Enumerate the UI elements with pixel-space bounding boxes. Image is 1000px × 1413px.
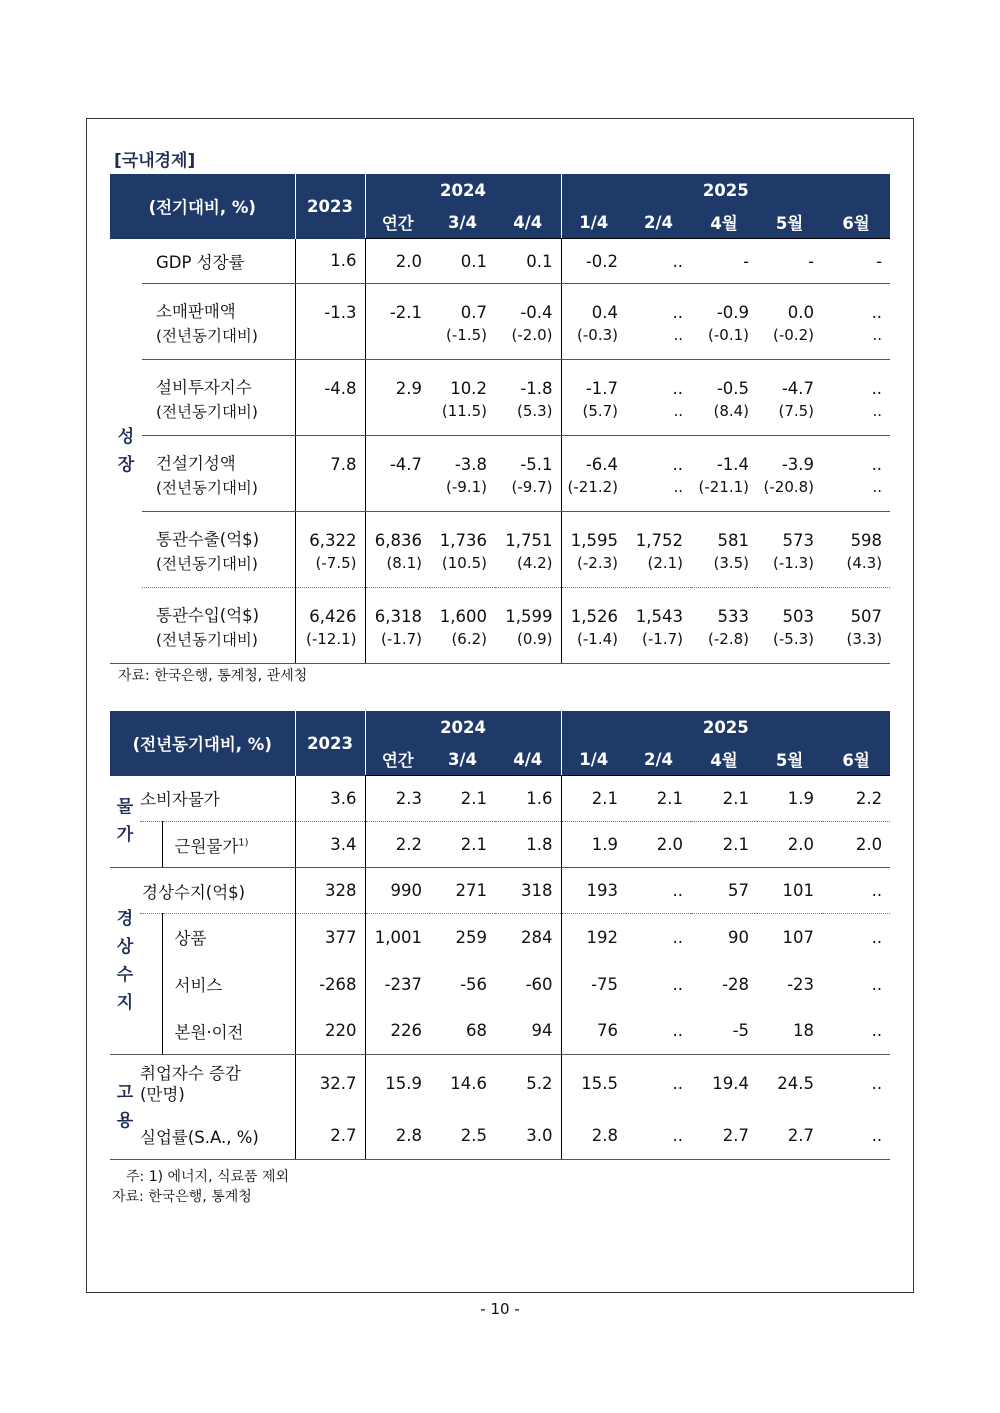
value-cell: -0.9 — [716, 302, 750, 322]
value-cell: (6.2) — [430, 626, 495, 664]
col-header: 1/4 — [561, 206, 626, 239]
col-header: 4월 — [691, 206, 757, 239]
col-header: 4월 — [691, 743, 757, 776]
value-cell: -1.4 — [716, 454, 750, 474]
table1-year-2024: 2024 — [365, 174, 561, 206]
value-cell: (-1.7) — [626, 626, 691, 664]
value-cell: (-9.1) — [430, 474, 495, 512]
value-cell: -0.2 — [561, 239, 626, 284]
table2-year-2024: 2024 — [365, 711, 561, 743]
value-cell: -28 — [722, 974, 750, 994]
value-cell: 14.6 — [450, 1074, 488, 1094]
table2-year-2025: 2025 — [561, 711, 890, 743]
value-cell: (-2.3) — [561, 550, 626, 588]
value-cell: 2.1 — [430, 776, 495, 822]
value-cell: (-0.1) — [691, 322, 757, 360]
value-cell: 107 — [782, 927, 815, 947]
value-cell: 581 — [717, 530, 750, 550]
col-header: 4/4 — [495, 743, 561, 776]
value-cell: 377 — [295, 914, 365, 961]
value-cell: 24.5 — [777, 1074, 815, 1094]
col-header: 3/4 — [430, 743, 495, 776]
value-cell: -1.7 — [561, 360, 626, 398]
value-cell — [295, 398, 365, 436]
value-cell: -0.5 — [716, 378, 750, 398]
value-cell: 2.0 — [822, 822, 890, 868]
value-cell: 1,600 — [439, 606, 488, 626]
table1-source: 자료: 한국은행, 통계청, 관세청 — [118, 668, 308, 684]
value-cell: (-12.1) — [295, 626, 365, 664]
value-cell: (-21.2) — [561, 474, 626, 512]
value-cell: 32.7 — [295, 1055, 365, 1113]
value-cell: -5.1 — [520, 454, 553, 474]
value-cell: (7.5) — [757, 398, 822, 436]
value-cell: 18 — [757, 1008, 822, 1055]
row-label: GDP 성장률 — [142, 239, 295, 284]
value-cell: (8.1) — [365, 550, 430, 588]
value-cell: .. — [871, 454, 883, 474]
value-cell: 0.0 — [787, 302, 815, 322]
col-header: 연간 — [365, 743, 430, 776]
value-cell: (4.3) — [822, 550, 890, 588]
value-cell: 1,543 — [635, 606, 684, 626]
value-cell: 90 — [728, 927, 750, 947]
value-cell: 15.5 — [561, 1055, 626, 1113]
value-cell: 1,736 — [439, 530, 488, 550]
value-cell: .. — [871, 302, 883, 322]
value-cell: -4.7 — [781, 378, 815, 398]
value-cell: (5.7) — [561, 398, 626, 436]
value-cell: 220 — [295, 1008, 365, 1055]
value-cell: 271 — [430, 868, 495, 914]
value-cell: 6,836 — [365, 512, 430, 550]
value-cell: .. — [822, 474, 890, 512]
row-label: 본원·이전 — [162, 1008, 295, 1055]
value-cell: (-0.3) — [561, 322, 626, 360]
col-header: 5월 — [757, 206, 822, 239]
value-cell: -237 — [365, 961, 430, 1008]
value-cell: -75 — [561, 961, 626, 1008]
value-cell: -0.4 — [520, 302, 553, 322]
value-cell: 94 — [495, 1008, 561, 1055]
value-cell: 10.2 — [450, 378, 488, 398]
value-cell: 1.8 — [495, 822, 561, 868]
prices-account-employment-table — [110, 711, 890, 1160]
value-cell: 328 — [295, 868, 365, 914]
value-cell — [295, 322, 365, 360]
value-cell: -60 — [525, 974, 553, 994]
value-cell: 2.1 — [626, 776, 691, 822]
table1-unit-header: (전기대비, %) — [110, 174, 295, 239]
value-cell: .. — [626, 474, 691, 512]
row-label: 통관수출(억$) — [156, 529, 260, 549]
value-cell: (-9.7) — [495, 474, 561, 512]
value-cell: .. — [822, 322, 890, 360]
value-cell: 3.4 — [295, 822, 365, 868]
value-cell: 2.3 — [365, 776, 430, 822]
value-cell: (-20.8) — [757, 474, 822, 512]
value-cell: 2.5 — [430, 1113, 495, 1160]
value-cell: 1,001 — [365, 914, 430, 961]
value-cell: - — [757, 239, 822, 284]
value-cell: (-21.1) — [691, 474, 757, 512]
value-cell: (-2.0) — [495, 322, 561, 360]
value-cell: .. — [626, 322, 691, 360]
value-cell: -3.8 — [454, 454, 488, 474]
row-sublabel: (전년동기대비) — [142, 398, 295, 436]
value-cell: 1,751 — [505, 530, 553, 550]
value-cell: - — [822, 239, 890, 284]
value-cell: (-0.2) — [757, 322, 822, 360]
row-sublabel: (전년동기대비) — [142, 322, 295, 360]
value-cell: .. — [672, 927, 684, 947]
col-header: 5월 — [757, 743, 822, 776]
table2-year-2023: 2023 — [295, 711, 365, 776]
value-cell: .. — [871, 378, 883, 398]
value-cell — [295, 474, 365, 512]
value-cell: (8.4) — [691, 398, 757, 436]
value-cell: 0.7 — [460, 302, 488, 322]
table1-year-2023: 2023 — [295, 174, 365, 239]
value-cell: 7.8 — [295, 436, 365, 474]
table2-unit-header: (전년동기대비, %) — [110, 711, 295, 776]
value-cell: 6,318 — [365, 588, 430, 626]
value-cell: 2.0 — [757, 822, 822, 868]
value-cell: 3.0 — [495, 1113, 561, 1160]
domestic-growth-table — [110, 174, 890, 664]
value-cell: 1,752 — [635, 530, 684, 550]
value-cell: (-7.5) — [295, 550, 365, 588]
value-cell: -4.7 — [365, 436, 430, 474]
value-cell: 6,426 — [295, 588, 365, 626]
row-sublabel: (전년동기대비) — [142, 474, 295, 512]
value-cell: -56 — [460, 974, 488, 994]
value-cell: -1.8 — [520, 378, 553, 398]
value-cell: .. — [626, 868, 691, 914]
value-cell: 0.1 — [430, 239, 495, 284]
value-cell: 0.4 — [561, 284, 626, 322]
value-cell: 259 — [455, 927, 488, 947]
value-cell: 6,322 — [295, 512, 365, 550]
value-cell: (-1.4) — [561, 626, 626, 664]
value-cell: 15.9 — [365, 1055, 430, 1113]
value-cell: -23 — [787, 974, 815, 994]
value-cell: .. — [871, 927, 883, 947]
value-cell: 2.2 — [822, 776, 890, 822]
value-cell: .. — [822, 868, 890, 914]
col-header: 1/4 — [561, 743, 626, 776]
value-cell: 1,595 — [561, 512, 626, 550]
row-label: 서비스 — [162, 961, 295, 1008]
value-cell: (-1.3) — [757, 550, 822, 588]
col-header: 2/4 — [626, 206, 691, 239]
value-cell: - — [691, 239, 757, 284]
row-label: 소비자물가 — [140, 776, 295, 822]
value-cell: -6.4 — [561, 436, 626, 474]
value-cell: 1.9 — [561, 822, 626, 868]
value-cell: .. — [672, 302, 684, 322]
value-cell: 2.8 — [561, 1113, 626, 1160]
row-sublabel: (전년동기대비) — [142, 626, 295, 664]
value-cell: -1.3 — [295, 284, 365, 322]
value-cell: (-1.7) — [365, 626, 430, 664]
category-prices: 물 가 — [110, 776, 140, 868]
value-cell: 2.8 — [365, 1113, 430, 1160]
col-header: 4/4 — [495, 206, 561, 239]
value-cell: (4.2) — [495, 550, 561, 588]
value-cell: .. — [871, 974, 883, 994]
value-cell — [365, 398, 430, 436]
value-cell: 503 — [782, 606, 815, 626]
value-cell: 68 — [430, 1008, 495, 1055]
value-cell: .. — [672, 1074, 684, 1094]
value-cell: 101 — [757, 868, 822, 914]
value-cell: (-1.5) — [430, 322, 495, 360]
row-label-jobs: 취업자수 증감 (만명) — [140, 1063, 241, 1104]
value-cell: .. — [672, 378, 684, 398]
value-cell: 1,599 — [505, 606, 553, 626]
col-header: 3/4 — [430, 206, 495, 239]
value-cell: 533 — [717, 606, 750, 626]
value-cell: 0.1 — [495, 239, 561, 284]
value-cell: .. — [626, 1113, 691, 1160]
value-cell: 2.7 — [757, 1113, 822, 1160]
value-cell: 19.4 — [712, 1074, 750, 1094]
table2-source: 자료: 한국은행, 통계청 — [112, 1189, 252, 1205]
value-cell: 5.2 — [526, 1074, 553, 1094]
value-cell: 2.7 — [691, 1113, 757, 1160]
row-label: 실업률(S.A., %) — [140, 1113, 295, 1160]
value-cell: 226 — [365, 1008, 430, 1055]
value-cell: .. — [822, 398, 890, 436]
category-current-account: 경 상 수 지 — [110, 868, 140, 1055]
row-label: 통관수입(억$) — [156, 605, 260, 625]
value-cell: -268 — [295, 961, 365, 1008]
page-number: - 10 - — [480, 1300, 520, 1318]
value-cell: (3.5) — [691, 550, 757, 588]
value-cell: -2.1 — [365, 284, 430, 322]
value-cell: 2.2 — [365, 822, 430, 868]
value-cell: 573 — [782, 530, 815, 550]
value-cell: 2.1 — [691, 822, 757, 868]
category-growth: 성 장 — [110, 239, 142, 664]
value-cell: (10.5) — [430, 550, 495, 588]
value-cell: 57 — [691, 868, 757, 914]
col-header: 6월 — [822, 743, 890, 776]
value-cell: 193 — [561, 868, 626, 914]
value-cell: 76 — [561, 1008, 626, 1055]
value-cell: 3.6 — [295, 776, 365, 822]
value-cell: 192 — [561, 914, 626, 961]
value-cell: 2.1 — [430, 822, 495, 868]
value-cell: (2.1) — [626, 550, 691, 588]
value-cell: (0.9) — [495, 626, 561, 664]
value-cell: 1.9 — [757, 776, 822, 822]
row-label: 상품 — [162, 914, 295, 961]
row-label: 경상수지(억$) — [140, 868, 295, 914]
value-cell: 1.6 — [295, 239, 365, 284]
row-label: 설비투자지수 — [156, 377, 252, 397]
value-cell: .. — [822, 1113, 890, 1160]
value-cell: 284 — [521, 927, 553, 947]
value-cell: (5.3) — [495, 398, 561, 436]
value-cell: (-2.8) — [691, 626, 757, 664]
value-cell: 318 — [495, 868, 561, 914]
col-header: 연간 — [365, 206, 430, 239]
value-cell: -4.8 — [295, 360, 365, 398]
value-cell: .. — [871, 1074, 883, 1094]
section-title: [국내경제] — [114, 151, 196, 171]
value-cell: .. — [822, 1008, 890, 1055]
row-sublabel: (전년동기대비) — [142, 550, 295, 588]
value-cell: 1.6 — [495, 776, 561, 822]
value-cell: (3.3) — [822, 626, 890, 664]
value-cell: 2.1 — [691, 776, 757, 822]
value-cell: .. — [626, 239, 691, 284]
value-cell: 2.9 — [365, 360, 430, 398]
value-cell — [365, 322, 430, 360]
col-header: 6월 — [822, 206, 890, 239]
value-cell: 990 — [365, 868, 430, 914]
value-cell: .. — [626, 398, 691, 436]
value-cell: 2.0 — [365, 239, 430, 284]
table1-year-2025: 2025 — [561, 174, 890, 206]
row-label-core: 근원물가$^{1)}$ — [162, 822, 295, 868]
value-cell: 507 — [850, 606, 883, 626]
value-cell: (11.5) — [430, 398, 495, 436]
value-cell: 598 — [850, 530, 883, 550]
value-cell: 2.0 — [626, 822, 691, 868]
table2-note: 주: 1) 에너지, 식료품 제외 — [126, 1169, 290, 1185]
value-cell — [365, 474, 430, 512]
value-cell: -3.9 — [781, 454, 815, 474]
col-header: 2/4 — [626, 743, 691, 776]
value-cell: .. — [672, 974, 684, 994]
value-cell: 2.7 — [295, 1113, 365, 1160]
category-employment: 고 용 — [110, 1055, 140, 1160]
value-cell: 2.1 — [561, 776, 626, 822]
row-label: 소매판매액 — [156, 301, 236, 321]
value-cell: -5 — [691, 1008, 757, 1055]
row-label: 건설기성액 — [156, 453, 236, 473]
value-cell: (-5.3) — [757, 626, 822, 664]
value-cell: .. — [626, 1008, 691, 1055]
value-cell: 1,526 — [561, 588, 626, 626]
value-cell: .. — [672, 454, 684, 474]
